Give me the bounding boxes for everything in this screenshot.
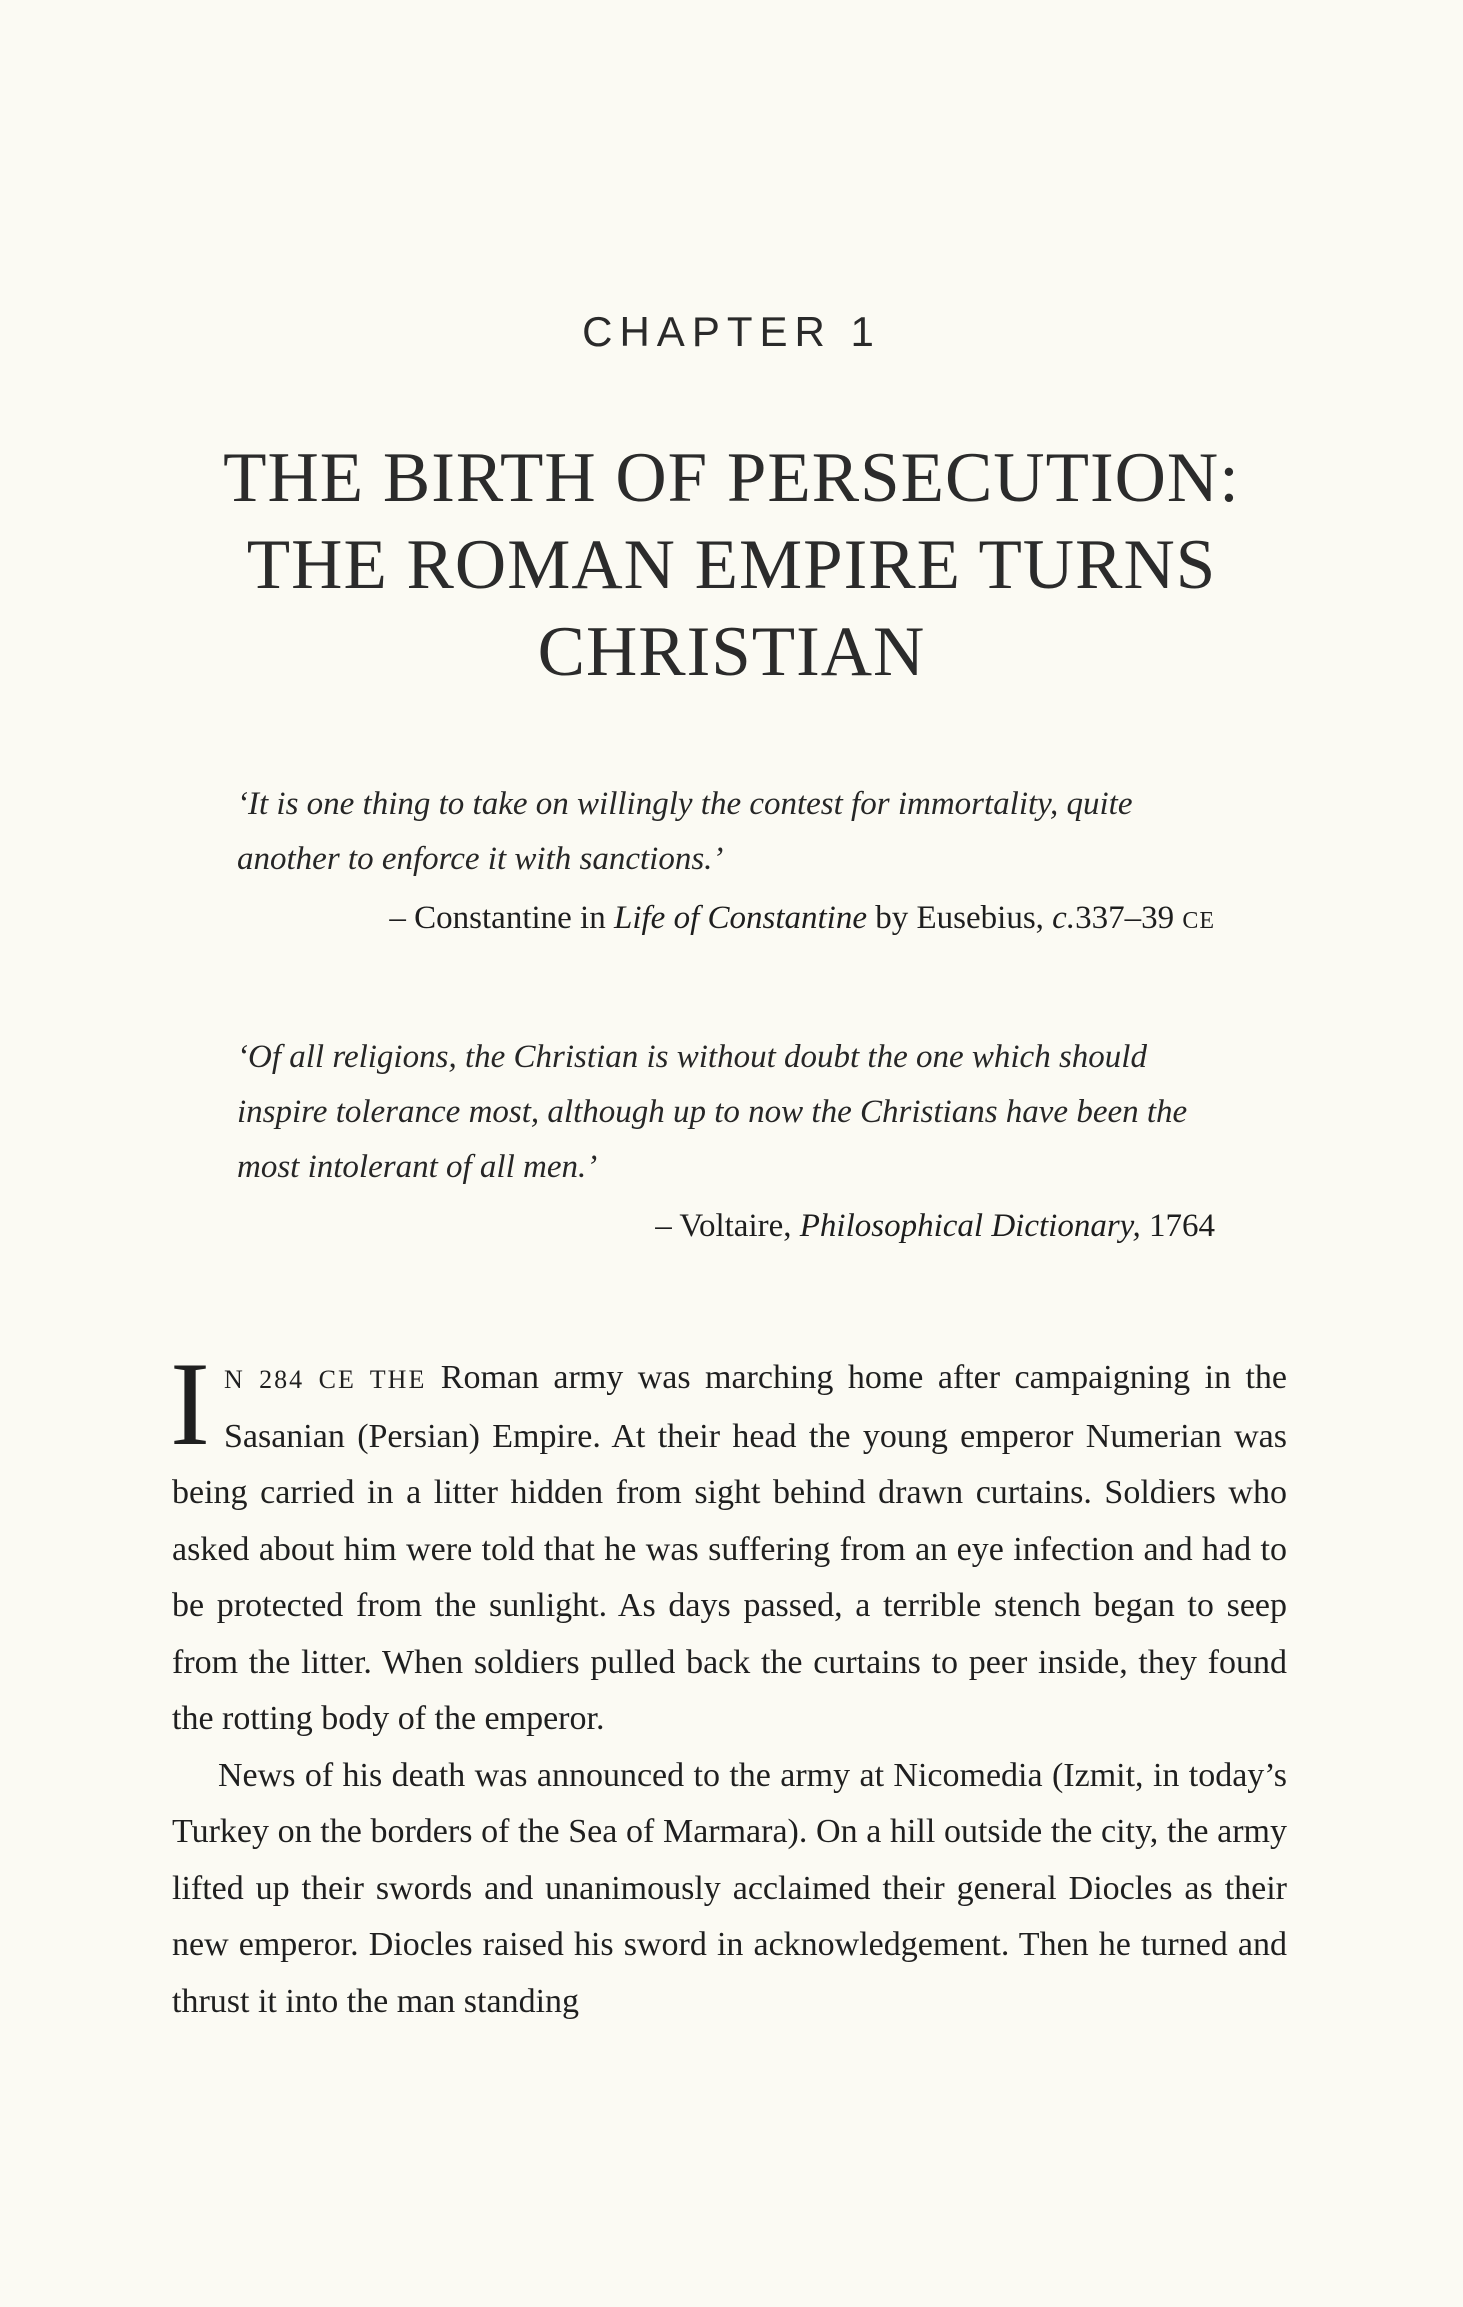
chapter-title bbox=[120, 435, 1343, 696]
paragraph-2: News of his death was announced to the army at Nicomedia (Izmit, in today’s Turkey on the borders of the Sea of Marmara). On a hill outside the city, the army lifted up their swords and unanimously acclaimed their general Diocles as their new emperor. Diocles raised his sword in acknowledgement. Then he turned and thrust it into the man standing bbox=[172, 1756, 1287, 2020]
epigraph-attribution: – Voltaire, Philosophical Dictionary, 1764 bbox=[655, 1208, 1215, 1244]
epigraph-attribution: – Constantine in Life of Constantine by Eusebius, c.337–39 CE bbox=[389, 900, 1215, 936]
paragraph-1 bbox=[170, 1337, 1287, 1748]
epigraph-quote: ‘It is one thing to take on willingly the contest for immortality, quite another to enforce it with sanctions.’ bbox=[237, 786, 1133, 877]
chapter-title-line: THE BIRTH OF PERSECUTION: bbox=[223, 439, 1240, 517]
chapter-label: CHAPTER 1 bbox=[582, 308, 881, 355]
chapter-title-line: THE ROMAN EMPIRE TURNS bbox=[246, 526, 1217, 604]
drop-cap: I bbox=[170, 1337, 210, 1470]
epigraph-voltaire bbox=[237, 1030, 1237, 1254]
epigraph-quote: ‘Of all religions, the Christian is without doubt the one which should inspire tolerance most, although up to now the Christians have been the most intolerant of all men.’ bbox=[237, 1039, 1188, 1185]
body-text bbox=[170, 1337, 1287, 2030]
chapter-title-line: CHRISTIAN bbox=[537, 613, 926, 691]
epigraph-constantine bbox=[237, 777, 1237, 949]
paragraph-1-text: Roman army was marching home after campaigning in the Sasanian (Persian) Empire. At their head the young emperor Numerian was being carried in a litter hidden from sight behind drawn curtains. Soldiers who asked about him were told that he was suffering from an eye infection and had to be protected from the sunlight. As days passed, a terrible stench began to seep from the litter. When soldiers pulled back the curtains to peer inside, they found the rotting body of the emperor. bbox=[172, 1359, 1287, 1737]
opening-small-caps: N 284 CE THE bbox=[223, 1365, 427, 1394]
